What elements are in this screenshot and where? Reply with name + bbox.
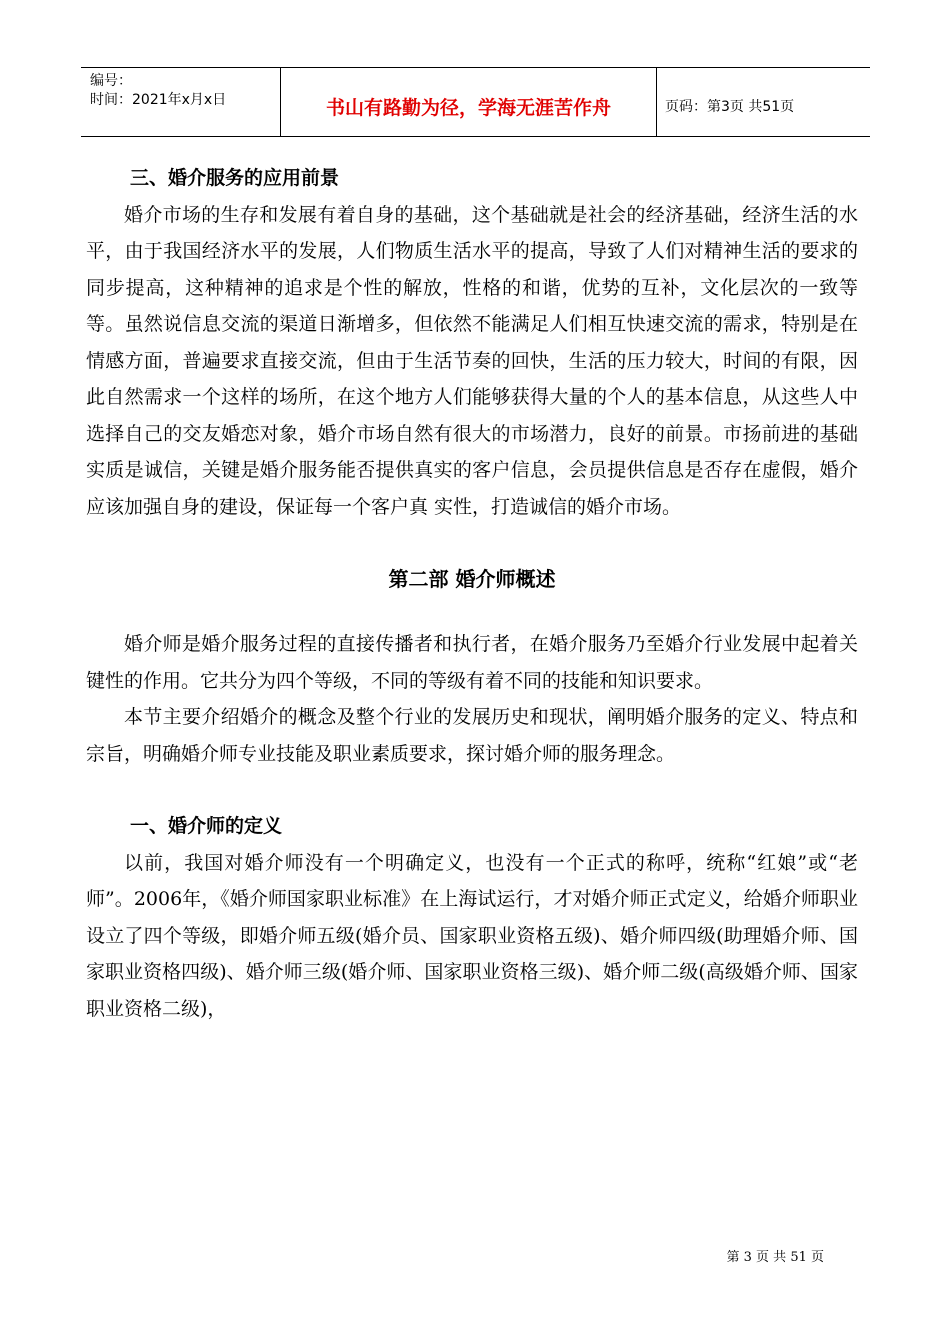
paragraph-section-summary: 本节主要介绍婚介的概念及整个行业的发展历史和现状，阐明婚介服务的定义、特点和宗旨，明确婚介师专业技能及职业素质要求，探讨婚介师的服务理念。: [86, 706, 858, 765]
header-page-info: 页码：第3页 共51页: [665, 99, 795, 115]
document-number-label: 编号：: [90, 73, 132, 89]
paragraph-matchmaker-definition: 以前，我国对婚介师没有一个明确定义，也没有一个正式的称呼，统称“红娘”或“老师”。2006年，《婚介师国家职业标准》在上海试运行，才对婚介师正式定义，给婚介师职业设立了四个等级，即婚介师五级(婚介员、国家职业资格五级)、婚介师四级(助理婚介师、国家职业资格四级)、婚介师三级(婚介师、国家职业资格三级)、婚介师二级(高级婚介师、国家职业资格二级)，: [86, 851, 858, 1020]
footer-page-number: 第 3 页 共 51 页: [726, 1250, 824, 1265]
paragraph-matchmaker-intro: 婚介师是婚介服务过程的直接传播者和执行者，在婚介服务乃至婚介行业发展中起着关键性的作用。它共分为四个等级，不同的等级有着不同的技能和知识要求。: [86, 633, 858, 692]
section-heading-matchmaker-definition: 一、婚介师的定义: [130, 815, 283, 837]
header-table: [81, 67, 870, 137]
section-heading-application-prospects: 三、婚介服务的应用前景: [130, 167, 340, 189]
header-meta: [81, 68, 281, 136]
header-motto: 书山有路勤为径，学海无涯苦作舟: [281, 68, 657, 136]
part-heading-matchmaker-overview: 第二部 婚介师概述: [388, 567, 556, 591]
paragraph-application-prospects: 婚介市场的生存和发展有着自身的基础，这个基础就是社会的经济基础，经济生活的水平，由于我国经济水平的发展，人们物质生活水平的提高，导致了人们对精神生活的要求的同步提高，这种精神的追求是个性的解放，性格的和谐，优势的互补，文化层次的一致等等。虽然说信息交流的渠道日渐增多，但依然不能满足人们相互快速交流的需求，特别是在情感方面，普遍要求直接交流，但由于生活节奏的回快，生活的压力较大，时间的有限，因此自然需求一个这样的场所，在这个地方人们能够获得大量的个人的基本信息，从这些人中选择自己的交友婚恋对象，婚介市场自然有很大的市场潜力，良好的前景。市扬前进的基础实质是诚信，关键是婚介服务能否提供真实的客户信息，会员提供信息是否存在虚假，婚介应该加强自身的建设，保证每一个客户真 实性，打造诚信的婚介市场。: [86, 203, 858, 518]
document-time-label: 时间：2021年x月x日: [90, 92, 227, 108]
document-body: [86, 160, 858, 1027]
